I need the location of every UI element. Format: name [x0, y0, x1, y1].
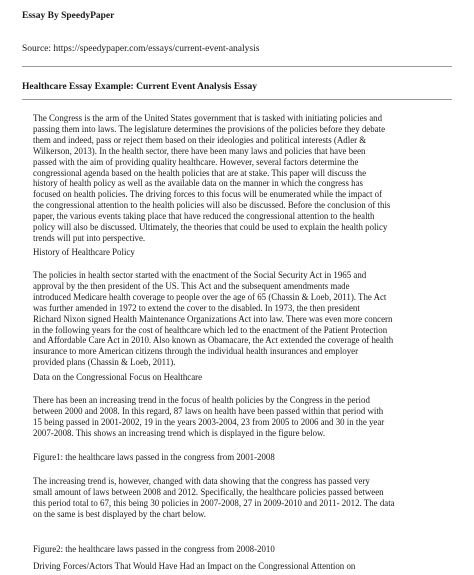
text-line: on the same is best displayed by the chart below.: [33, 508, 206, 519]
text-line: trends will put into perspective.: [33, 232, 146, 243]
source-label: Source:: [22, 44, 54, 54]
text-line: 15 being passed in 2001-2002, 19 in the years 2003-2004, 23 from 2005 to 2006 and 30 in the year: [33, 416, 385, 427]
text-line: history of health policy as well as the available data on the manner in which the congress has: [33, 178, 364, 189]
text-line: was further amended in 1972 to extend the cover to the disabled. In 1973, the then president: [33, 302, 360, 313]
history-paragraph: [33, 270, 447, 368]
text-line: approval by the then president of the US. This Act and the subsequent amendments made: [33, 280, 350, 291]
text-line: The policies in health sector started with the enactment of the Social Security Act in 1965 and: [33, 270, 367, 280]
text-line: 2007-2008. This shows an increasing trend which is displayed in the figure below.: [33, 427, 326, 438]
text-line: passing them into laws. The legislature determines the provisions of the policies before they debate: [33, 123, 386, 134]
text-line: Richard Nixon signed Health Maintenance Organizations Act into law. There was even more concern: [33, 313, 393, 324]
text-line: There has been an increasing trend in the focus of health policies by the Congress in the period: [33, 395, 370, 405]
text-line: insurance to more American citizens through the individual health insurances and employer: [33, 346, 359, 357]
text-line: paper, the various events taking place that have reduced the congressional attention to the health: [33, 211, 375, 222]
text-line: introduced Medicare health coverage to people over the age of 65 (Chassin & Loeb, 2011). The Act: [33, 291, 387, 302]
focus-heading: Data on the Congressional Focus on Healthcare: [33, 372, 203, 382]
text-line: small amount of laws between 2008 and 2012. Specifically, the healthcare policies passed between: [33, 486, 384, 497]
text-line: policy will also be discussed. Ultimately, the theories that could be used to explain the health policy: [33, 222, 388, 233]
text-line: congressional agenda based on the health policies that are at stake. This paper will discuss the: [33, 167, 367, 178]
figure2-caption: Figure2: the healthcare laws passed in the congress from 2008-2010: [33, 544, 275, 554]
figure1-caption: Figure1: the healthcare laws passed in the congress from 2001-2008: [33, 452, 275, 462]
title-divider: [22, 99, 452, 100]
drivers-heading: Driving Forces/Actors That Would Have Had an Impact on the Congressional Attention on: [33, 561, 356, 571]
publisher-title: Essay By SpeedyPaper: [22, 11, 115, 21]
source-line: [22, 44, 259, 54]
text-line: passed with the aim of providing quality healthcare. However, several factors determine the: [33, 156, 359, 167]
text-line: The Congress is the arm of the United States government that is tasked with initiating policies and: [33, 113, 383, 123]
history-heading: History of Healthcare Policy: [33, 247, 135, 257]
text-line: and Affordable Care Act in 2010. Also known as Obamacare, the Act extended the coverage of health: [33, 335, 394, 346]
essay-title: Healthcare Essay Example: Current Event Analysis Essay: [22, 82, 258, 92]
focus-paragraph: [33, 395, 447, 439]
text-line: provided plans (Chassin & Loeb, 2011).: [33, 357, 176, 368]
intro-paragraph: [33, 113, 447, 244]
trend-paragraph: [33, 476, 447, 520]
text-line: focused on health policies. The driving forces to this focus will be enumerated while the impact of: [33, 189, 383, 200]
text-line: between 2000 and 2008. In this regard, 87 laws on health have been passed within that period with: [33, 405, 384, 416]
text-line: this period total to 67, this being 30 policies in 2007-2008, 27 in 2009-2010 and 2011- 2012. The data: [33, 497, 395, 508]
text-line: Wilkerson, 2013). In the health sector, there have been many laws and policies that have been: [33, 145, 366, 156]
header-divider: [22, 66, 452, 67]
text-line: them and indeed, pass or reject them based on their ideologies and political interests (Adler &: [33, 134, 367, 145]
text-line: the congressional attention to the health policies will also be discussed. Before the conclusion of this: [33, 200, 391, 211]
text-line: in the following years for the cost of healthcare which led to the enactment of the Patient Protection: [33, 324, 388, 335]
text-line: The increasing trend is, however, changed with data showing that the congress has passed very: [33, 476, 370, 486]
source-link[interactable]: https://speedypaper.com/essays/current-event-analysis: [53, 44, 260, 54]
